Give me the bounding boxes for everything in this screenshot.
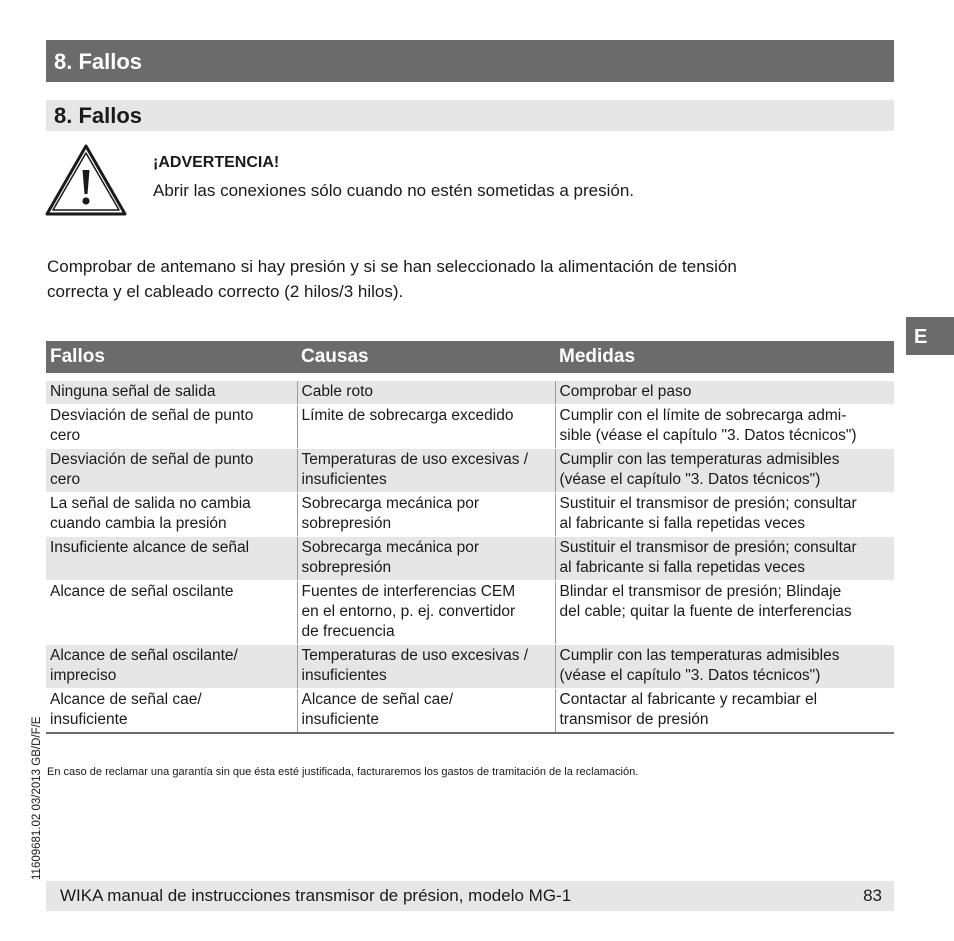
intro-line: correcta y el cableado correcto (2 hilos/3 hilos). [47, 282, 404, 301]
cell-medida: Sustituir el transmisor de presión; consultar al fabricante si falla repetidas veces [555, 493, 894, 537]
warning-triangle-icon [45, 144, 127, 216]
cell-causa: Cable roto [297, 381, 555, 405]
table-row [46, 581, 894, 645]
cell-causa: Temperaturas de uso excesivas / insuficientes [297, 449, 555, 493]
cell-medida: Sustituir el transmisor de presión; consultar al fabricante si falla repetidas veces [555, 537, 894, 581]
cell-fallo: La señal de salida no cambia cuando cambia la presión [46, 493, 297, 537]
warranty-disclaimer: En caso de reclamar una garantía sin que ésta esté justificada, facturaremos los gastos de tramitación de la reclamación. [47, 766, 639, 778]
cell-fallo: Ninguna señal de salida [46, 381, 297, 405]
cell-causa: Sobrecarga mecánica por sobrepresión [297, 537, 555, 581]
cell-fallo: Alcance de señal oscilante/ impreciso [46, 645, 297, 689]
header-fallos: Fallos [46, 341, 297, 373]
table-row [46, 381, 894, 405]
cell-fallo: Desviación de señal de punto cero [46, 449, 297, 493]
document-code: 11609681.02 03/2013 GB/D/F/E [31, 716, 43, 880]
troubleshooting-table [46, 341, 894, 734]
table-row [46, 645, 894, 689]
table-row [46, 689, 894, 734]
section-header: 8. Fallos [46, 100, 894, 131]
cell-causa: Alcance de señal cae/ insuficiente [297, 689, 555, 734]
cell-causa: Temperaturas de uso excesivas / insuficientes [297, 645, 555, 689]
cell-causa: Límite de sobrecarga excedido [297, 405, 555, 449]
table-row [46, 537, 894, 581]
cell-fallo: Alcance de señal cae/ insuficiente [46, 689, 297, 734]
cell-medida: Cumplir con las temperaturas admisibles (véase el capítulo "3. Datos técnicos") [555, 449, 894, 493]
cell-fallo: Alcance de señal oscilante [46, 581, 297, 645]
cell-medida: Cumplir con el límite de sobrecarga admi- sible (véase el capítulo "3. Datos técnicos") [555, 405, 894, 449]
page-number: 83 [863, 886, 882, 905]
footer-title: WIKA manual de instrucciones transmisor de présion, modelo MG-1 [60, 886, 572, 905]
cell-medida: Cumplir con las temperaturas admisibles (véase el capítulo "3. Datos técnicos") [555, 645, 894, 689]
table-row [46, 405, 894, 449]
table-header-row [46, 341, 894, 373]
warning-text: Abrir las conexiones sólo cuando no estén sometidas a presión. [153, 181, 635, 200]
cell-medida: Contactar al fabricante y recambiar el transmisor de presión [555, 689, 894, 734]
cell-fallo: Desviación de señal de punto cero [46, 405, 297, 449]
header-medidas: Medidas [555, 341, 894, 373]
language-tab: E [906, 317, 954, 355]
cell-causa: Sobrecarga mecánica por sobrepresión [297, 493, 555, 537]
warning-title: ¡ADVERTENCIA! [153, 154, 280, 171]
header-causas: Causas [297, 341, 555, 373]
table-row [46, 493, 894, 537]
cell-medida: Blindar el transmisor de presión; Blindaje del cable; quitar la fuente de interferencias [555, 581, 894, 645]
cell-fallo: Insuficiente alcance de señal [46, 537, 297, 581]
page-footer [46, 881, 894, 911]
chapter-header: 8. Fallos [46, 40, 894, 82]
cell-causa: Fuentes de interferencias CEM en el entorno, p. ej. convertidor de frecuencia [297, 581, 555, 645]
intro-paragraph [47, 254, 887, 304]
intro-line: Comprobar de antemano si hay presión y si se han seleccionado la alimentación de tensión [47, 257, 737, 276]
table-row [46, 449, 894, 493]
cell-medida: Comprobar el paso [555, 381, 894, 405]
